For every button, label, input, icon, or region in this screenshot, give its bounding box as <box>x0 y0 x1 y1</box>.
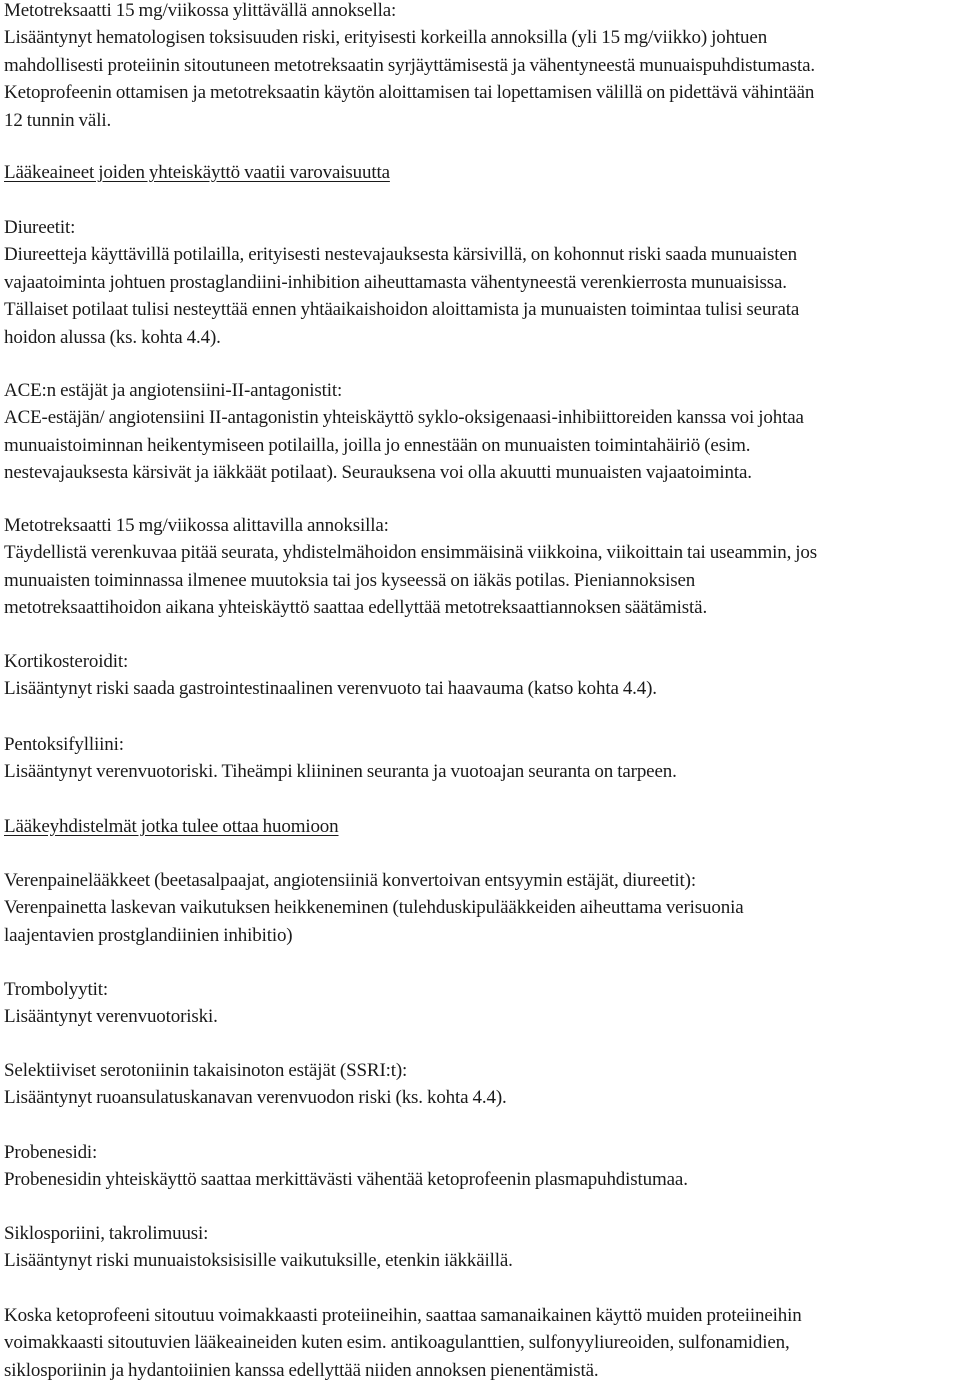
text-line: Pentoksifylliini: <box>4 734 124 755</box>
paragraph-methotrexate-low-dose <box>4 512 960 622</box>
text-line: Koska ketoprofeeni sitoutuu voimakkaasti proteiineihin, saattaa samanaikainen käyttö muiden proteiineihin <box>4 1305 802 1326</box>
text-line: Lisääntynyt verenvuotoriski. Tiheämpi kliininen seuranta ja vuotoajan seuranta on tarpeen. <box>4 761 677 783</box>
paragraph-antihypertensives <box>4 867 960 949</box>
text-line: Verenpainelääkkeet (beetasalpaajat, angiotensiiniä konvertoivan entsyymin estäjät, diureetit): <box>4 870 696 891</box>
text-line: Täydellistä verenkuvaa pitää seurata, yhdistelmähoidon ensimmäisinä viikkoina, viikoittain tai useammin, jos <box>4 542 818 564</box>
paragraph-probenecid <box>4 1139 960 1194</box>
section-heading-combinations <box>4 813 960 840</box>
text-line: mahdollisesti proteiinin sitoutuneen metotreksaatin syrjäyttämisestä ja vähentyneestä munuaispuhdistumasta. <box>4 54 815 76</box>
text-line: Siklosporiini, takrolimuusi: <box>4 1223 209 1244</box>
paragraph-ssri <box>4 1057 960 1112</box>
text-line: hoidon alussa (ks. kohta 4.4). <box>4 326 221 348</box>
paragraph-methotrexate-high-dose <box>4 0 960 134</box>
text-line: munuaistoiminnan heikentymiseen potilailla, joilla jo ennestään on munuaisten toimintahäiriö (esim. <box>4 434 751 456</box>
paragraph-corticosteroids <box>4 648 960 703</box>
text-line: Diureetteja käyttävillä potilailla, erityisesti nestevajauksesta kärsivillä, on kohonnut riski saada munuaisten <box>4 244 798 266</box>
text-line: Lisääntynyt riski saada gastrointestinaalinen verenvuoto tai haavauma (katso kohta 4.4). <box>4 678 657 700</box>
heading-text: Lääkeyhdistelmät jotka tulee ottaa huomioon <box>4 816 339 837</box>
text-line: Metotreksaatti 15 mg/viikossa ylittävällä annoksella: <box>4 0 397 21</box>
text-line: Trombolyytit: <box>4 979 108 1000</box>
text-line: Lisääntynyt ruoansulatuskanavan verenvuodon riski (ks. kohta 4.4). <box>4 1087 507 1109</box>
section-heading-caution <box>4 159 960 186</box>
text-line: Probenesidin yhteiskäyttö saattaa merkittävästi vähentää ketoprofeenin plasmapuhdistumaa. <box>4 1169 688 1191</box>
paragraph-thrombolytics <box>4 976 960 1031</box>
text-line: Kortikosteroidit: <box>4 651 129 672</box>
paragraph-ciclosporin <box>4 1220 960 1275</box>
text-line: Lisääntynyt hematologisen toksisuuden riski, erityisesti korkeilla annoksilla (yli 15 mg/viikko) johtuen <box>4 27 768 49</box>
paragraph-ace-inhibitors <box>4 377 960 487</box>
text-line: vajaatoiminta johtuen prostaglandiini-inhibition aiheuttamasta vähentyneestä verenkierrosta munuaisissa. <box>4 271 787 293</box>
text-line: Ketoprofeenin ottamisen ja metotreksaatin käytön aloittamisen tai lopettamisen välillä on pidettävä vähintään <box>4 82 815 104</box>
text-line: ACE-estäjän/ angiotensiini II-antagonistin yhteiskäyttö syklo-oksigenaasi-inhibiittoreiden kanssa voi johtaa <box>4 407 804 429</box>
text-line: munuaisten toiminnassa ilmenee muutoksia tai jos kyseessä on iäkäs potilas. Pieniannoksisen <box>4 569 696 591</box>
paragraph-pentoxifylline <box>4 731 960 786</box>
text-line: siklosporiinin ja hydantoiinien kanssa edellyttää niiden annoksen pienentämistä. <box>4 1359 599 1381</box>
text-line: Probenesidi: <box>4 1142 98 1163</box>
text-line: Metotreksaatti 15 mg/viikossa alittavilla annoksilla: <box>4 515 389 536</box>
text-line: Tällaiset potilaat tulisi nesteyttää ennen yhtäaikaishoidon aloittamista ja munuaisten toimintaa tulisi seurata <box>4 299 800 321</box>
text-line: ACE:n estäjät ja angiotensiini-II-antagonistit: <box>4 380 343 401</box>
heading-text: Lääkeaineet joiden yhteiskäyttö vaatii varovaisuutta <box>4 162 390 183</box>
text-line: metotreksaattihoidon aikana yhteiskäyttö saattaa edellyttää metotreksaattiannoksen säätämistä. <box>4 597 708 619</box>
text-line: nestevajauksesta kärsivät ja iäkkäät potilaat). Seurauksena voi olla akuutti munuaisten vajaatoiminta. <box>4 462 752 484</box>
text-line: Verenpainetta laskevan vaikutuksen heikkeneminen (tulehduskipulääkkeiden aiheuttama verisuonia <box>4 897 744 919</box>
text-line: voimakkaasti sitoutuvien lääkeaineiden kuten esim. antikoagulanttien, sulfonyyliureoiden, sulfonamidien, <box>4 1332 790 1354</box>
text-line: laajentavien prostglandiinien inhibitio) <box>4 924 293 946</box>
text-line: Lisääntynyt verenvuotoriski. <box>4 1006 218 1028</box>
text-line: Diureetit: <box>4 217 76 238</box>
text-line: Lisääntynyt riski munuaistoksisisille vaikutuksille, etenkin iäkkäillä. <box>4 1250 513 1272</box>
text-line: 12 tunnin väli. <box>4 109 112 131</box>
text-line: Selektiiviset serotoniinin takaisinoton estäjät (SSRI:t): <box>4 1060 408 1081</box>
paragraph-protein-binding <box>4 1302 960 1384</box>
paragraph-diuretics <box>4 214 960 351</box>
